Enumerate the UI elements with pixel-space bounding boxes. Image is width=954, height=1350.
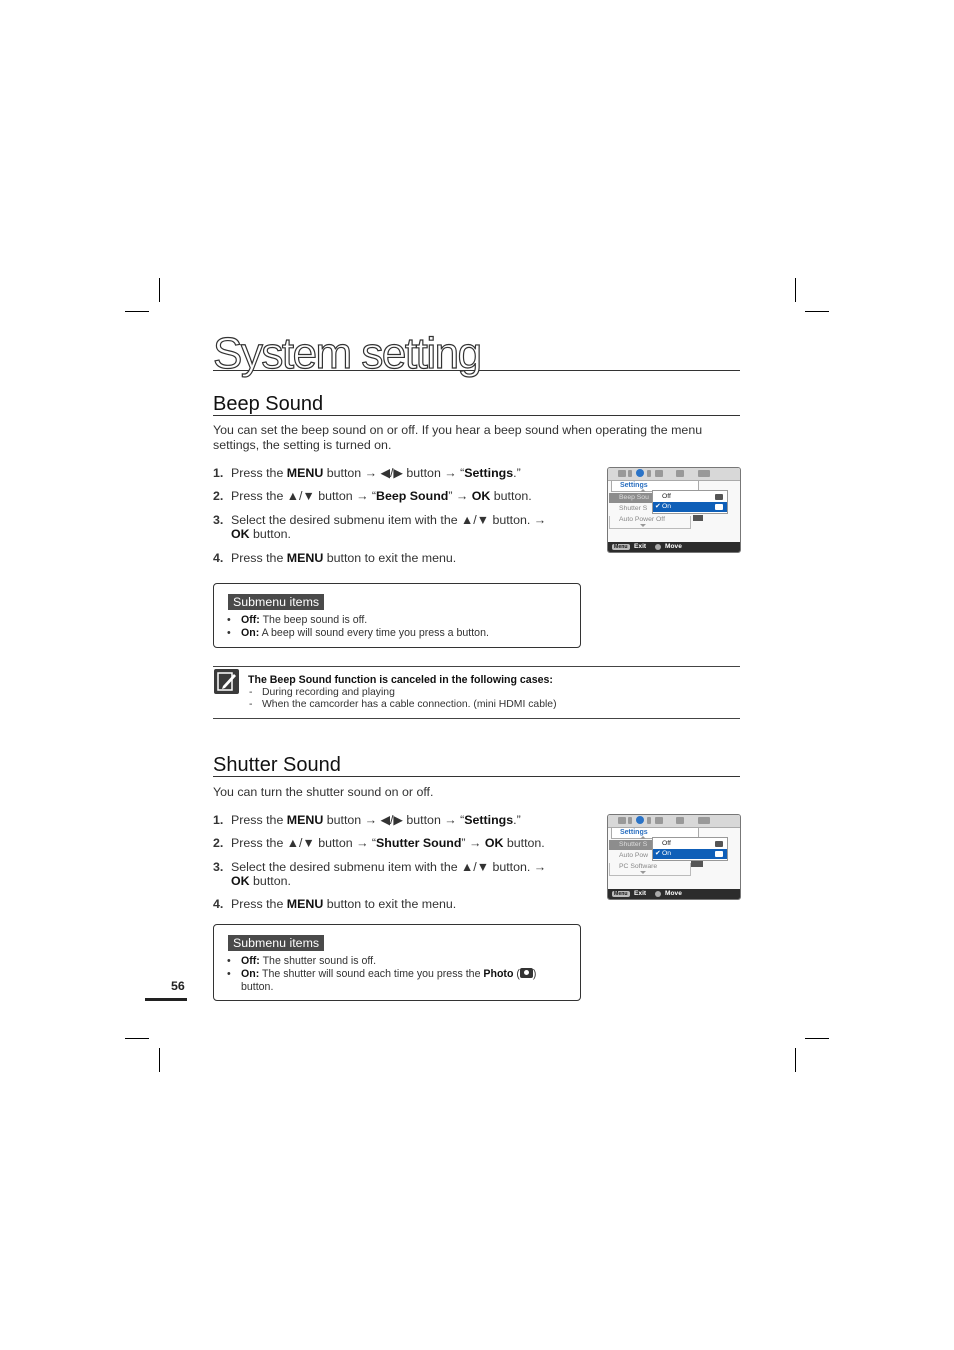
auto-power-icon xyxy=(693,515,703,521)
step-item: 4. Press the MENU button to exit the menu. xyxy=(213,897,457,911)
submenu-item: • On: A beep will sound every time you press a button. xyxy=(227,627,489,640)
menu-button-label: Menu xyxy=(614,544,628,550)
left-arrow-icon xyxy=(628,470,632,477)
battery-icon xyxy=(676,817,684,824)
camera-icon xyxy=(618,817,626,824)
shutter-sound-heading: Shutter Sound xyxy=(213,755,740,777)
settings-tab: Settings xyxy=(611,480,699,492)
menu-footer xyxy=(608,889,740,899)
submenu-items-box xyxy=(213,924,581,1001)
shutter-sound-intro: You can turn the shutter sound on or off. xyxy=(213,785,434,799)
shutter-on-icon xyxy=(715,851,723,857)
submenu-item: • On: The shutter will sound each time you press the Photo ( ) button. xyxy=(227,968,557,994)
camera-icon xyxy=(618,470,626,477)
step-item: 3. Select the desired submenu item with the ▲/▼ button. → OK button. xyxy=(213,513,547,541)
right-arrow-icon xyxy=(647,470,651,477)
crop-mark xyxy=(805,1038,829,1039)
left-arrow-icon xyxy=(628,817,632,824)
option-off: Off xyxy=(653,839,727,849)
option-off: Off xyxy=(653,492,727,502)
submenu-item: • Off: The shutter sound is off. xyxy=(227,955,557,968)
note-list xyxy=(248,687,557,711)
submenu-items-box xyxy=(213,583,581,648)
submenu-item: • Off: The beep sound is off. xyxy=(227,614,489,627)
crop-mark xyxy=(125,311,149,312)
option-popup xyxy=(652,490,728,514)
menu-list-frame xyxy=(609,516,691,529)
menu-item-shutter-sound: Shutter S xyxy=(619,505,648,512)
note-title: The Beep Sound function is canceled in the following cases: xyxy=(248,674,553,686)
exit-label: Exit xyxy=(634,543,647,550)
scroll-up-icon xyxy=(640,489,646,492)
battery-icon xyxy=(676,470,684,477)
camcorder-menu-screen xyxy=(607,467,741,553)
beep-off-icon xyxy=(715,494,723,500)
settings-tab: Settings xyxy=(611,827,699,839)
beep-on-icon xyxy=(715,504,723,510)
check-icon: ✔ xyxy=(655,850,661,857)
step-item: 4. Press the MENU button to exit the menu. xyxy=(213,551,457,565)
crop-mark xyxy=(159,278,160,302)
scroll-up-icon xyxy=(640,836,646,839)
note-item: - When the camcorder has a cable connection. (mini HDMI cable) xyxy=(248,699,557,711)
shutter-steps xyxy=(213,813,558,911)
crop-mark xyxy=(805,311,829,312)
camcorder-menu-screen xyxy=(607,814,741,900)
time-icon xyxy=(698,470,710,477)
note-item: - During recording and playing xyxy=(248,687,557,699)
camera-icon xyxy=(520,968,533,978)
chapter-header xyxy=(213,329,740,378)
submenu-heading: Submenu items xyxy=(228,935,324,951)
beep-steps xyxy=(213,466,558,565)
crop-mark xyxy=(125,1038,149,1039)
settings-gear-icon xyxy=(636,816,644,824)
settings-gear-icon xyxy=(636,469,644,477)
step-item: 1. Press the MENU button → ◀/▶ button → “Settings.” xyxy=(213,813,521,827)
storage-icon xyxy=(655,817,663,824)
storage-icon xyxy=(655,470,663,477)
menu-item-pc-software: PC Software xyxy=(619,863,658,870)
submenu-list xyxy=(227,614,489,640)
page-number: 56 xyxy=(171,979,185,993)
note-box xyxy=(213,666,740,719)
menu-item-shutter-sound: Shutter S xyxy=(609,840,661,850)
check-icon: ✔ xyxy=(655,503,661,510)
step-item: 2. Press the ▲/▼ button → “Beep Sound” → OK button. xyxy=(213,489,532,503)
menu-item-auto-power-off: Auto Power Off xyxy=(619,516,665,523)
beep-sound-heading: Beep Sound xyxy=(213,394,740,416)
menu-button-label: Menu xyxy=(614,891,628,897)
menu-item-beep-sound: Beep Sou xyxy=(609,493,661,503)
move-label: Move xyxy=(665,543,682,550)
crop-mark xyxy=(159,1048,160,1072)
page-number-bar xyxy=(145,998,187,1001)
move-icon xyxy=(655,544,661,550)
menu-item-auto-power-off: Auto Pow xyxy=(619,852,649,859)
pc-software-icon xyxy=(691,861,703,867)
exit-label: Exit xyxy=(634,890,647,897)
step-item: 1. Press the MENU button → ◀/▶ button → “Settings.” xyxy=(213,466,521,480)
menu-footer xyxy=(608,542,740,552)
crop-mark xyxy=(795,1048,796,1072)
move-label: Move xyxy=(665,890,682,897)
chapter-title: System setting xyxy=(213,329,481,378)
option-popup xyxy=(652,837,728,861)
submenu-heading: Submenu items xyxy=(228,594,324,610)
crop-mark xyxy=(795,278,796,302)
right-arrow-icon xyxy=(647,817,651,824)
menu-list-frame xyxy=(609,863,691,876)
option-on: ✔ On xyxy=(653,502,727,512)
step-item: 3. Select the desired submenu item with the ▲/▼ button. → OK button. xyxy=(213,860,547,888)
submenu-list xyxy=(227,955,557,994)
time-icon xyxy=(698,817,710,824)
shutter-off-icon xyxy=(715,841,723,847)
option-on: ✔ On xyxy=(653,849,727,859)
step-item: 2. Press the ▲/▼ button → “Shutter Sound” → OK button. xyxy=(213,836,545,850)
beep-sound-intro: You can set the beep sound on or off. If you hear a beep sound when operating the menu settings, the setting is turned on. xyxy=(213,423,703,452)
move-icon xyxy=(655,891,661,897)
note-icon xyxy=(214,669,239,694)
